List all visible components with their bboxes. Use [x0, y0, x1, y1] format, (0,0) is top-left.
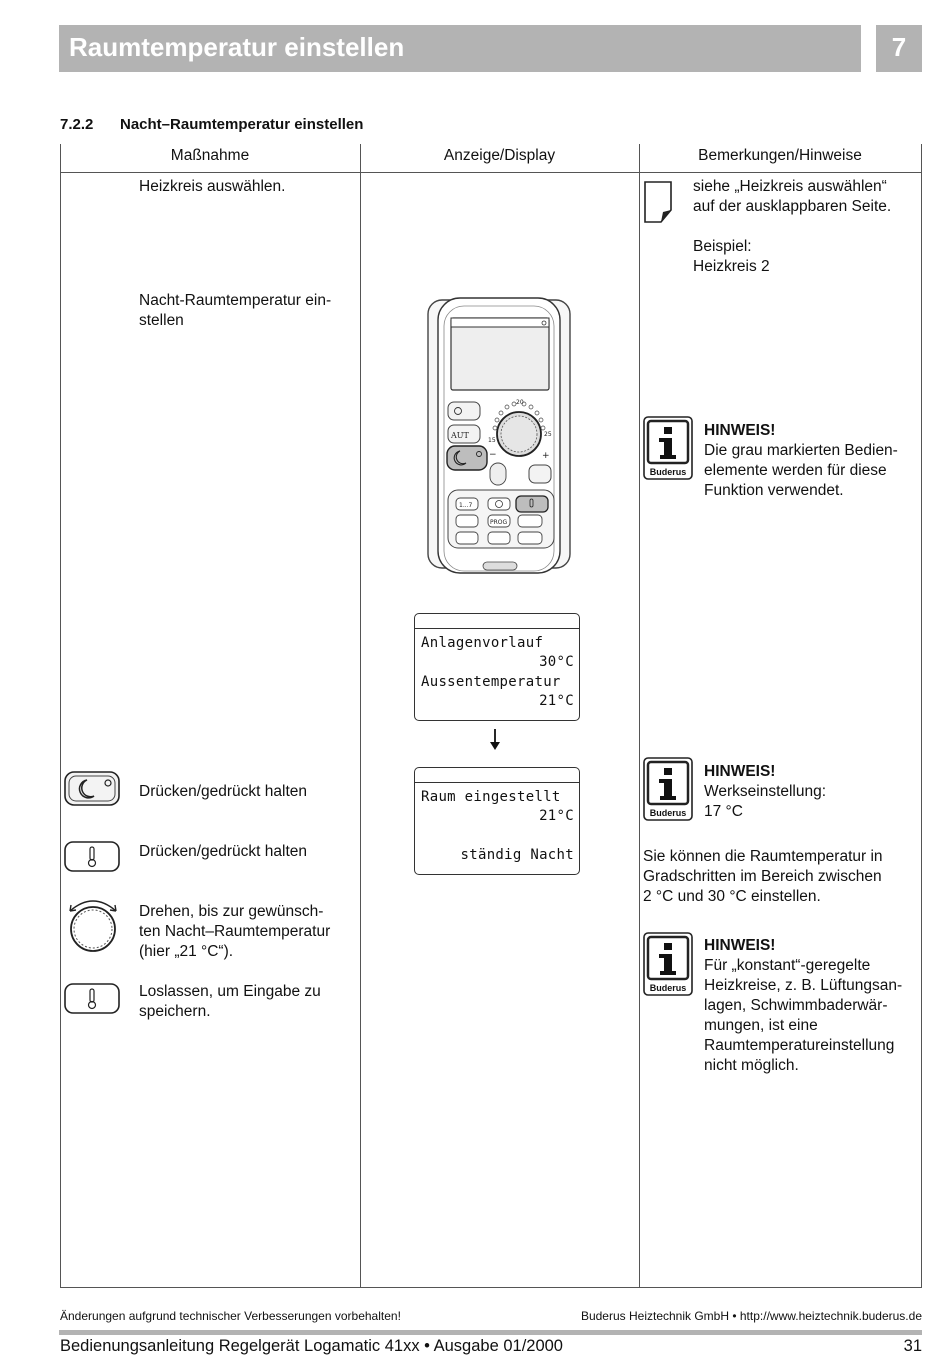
- note-gray-elements: HINWEIS! Die grau markierten Bedien- elemente werden für diese Funktion verwendet.: [704, 422, 898, 499]
- device-auto-label: AUT: [451, 431, 469, 440]
- dial-plus-label: +: [542, 451, 550, 461]
- display1-line4: 21°C: [539, 693, 574, 709]
- footer-manual-title: Bedienungsanleitung Regelgerät Logamatic 41xx • Ausgabe 01/2000: [60, 1337, 563, 1355]
- display1-line1: Anlagenvorlauf: [421, 635, 544, 651]
- controller-device-illustration: [418, 296, 580, 578]
- page-title: Raumtemperatur einstellen: [69, 32, 405, 62]
- down-arrow-icon: [487, 728, 503, 752]
- remark-temperature-range: Sie können die Raumtemperatur in Gradschritten im Bereich zwischen 2 °C und 30 °C einstellen.: [643, 848, 883, 905]
- info-icon: [643, 932, 693, 996]
- info-icon: [643, 757, 693, 821]
- column-header-action: Maßnahme: [170, 147, 250, 164]
- thermometer-button-release-icon: [63, 982, 123, 1016]
- display-screen-2: [414, 767, 580, 875]
- column-header-display: Anzeige/Display: [443, 147, 556, 164]
- column-header-remarks: Bemerkungen/Hinweise: [698, 147, 862, 164]
- info-icon: [643, 416, 693, 480]
- action-release-save: Loslassen, um Eingabe zu speichern.: [139, 983, 321, 1020]
- dial-minus-label: −: [489, 450, 497, 460]
- footer-company: Buderus Heiztechnik GmbH • http://www.heiztechnik.buderus.de: [580, 1309, 922, 1323]
- action-select-circuit: Heizkreis auswählen.: [139, 178, 286, 195]
- page-number: 31: [903, 1337, 922, 1355]
- thermometer-button-icon: [63, 840, 123, 874]
- moon-button-icon: [63, 770, 123, 808]
- rotary-knob-icon: [62, 893, 124, 955]
- remark-example: Beispiel: Heizkreis 2: [693, 238, 770, 275]
- brand-label: Buderus: [649, 983, 687, 993]
- display1-line3: Aussentemperatur: [421, 674, 561, 690]
- action-set-night-temp: Nacht-Raumtemperatur ein- stellen: [139, 292, 332, 329]
- fold-out-page-icon: [643, 180, 673, 224]
- note-constant-circuits: HINWEIS! Für „konstant“-geregelte Heizkreise, z. B. Lüftungsan- lagen, Schwimmbaderwär- mungen, ist eine Raumtemperatureinstellung nicht möglich.: [704, 937, 903, 1074]
- remark-see-circuit: siehe „Heizkreis auswählen“ auf der ausklappbaren Seite.: [693, 178, 892, 215]
- footer-bar: [59, 1330, 922, 1335]
- prog-button-label: PROG: [490, 519, 508, 526]
- chapter-number: 7: [876, 25, 922, 72]
- display2-line1: Raum eingestellt: [421, 789, 561, 805]
- display-screen-1: [414, 613, 580, 721]
- dial-min-label: 15: [488, 437, 496, 444]
- brand-label: Buderus: [649, 808, 687, 818]
- note-factory-setting: HINWEIS! Werkseinstellung: 17 °C: [704, 763, 827, 820]
- days-button-label: 1...7: [459, 502, 473, 509]
- display1-line2: 30°C: [539, 654, 574, 670]
- footer-disclaimer: Änderungen aufgrund technischer Verbesserungen vorbehalten!: [60, 1309, 401, 1323]
- section-title: Nacht–Raumtemperatur einstellen: [120, 116, 364, 133]
- display2-line2: 21°C: [539, 808, 574, 824]
- action-press-moon: Drücken/gedrückt halten: [139, 783, 308, 800]
- dial-max-label: 25: [544, 431, 552, 438]
- action-rotate-knob: Drehen, bis zur gewünsch- ten Nacht–Raumtemperatur (hier „21 °C“).: [139, 903, 331, 960]
- section-number: 7.2.2: [60, 116, 94, 133]
- brand-label: Buderus: [649, 467, 687, 477]
- display2-line3: ständig Nacht: [460, 847, 574, 863]
- action-press-thermometer: Drücken/gedrückt halten: [139, 843, 308, 860]
- dial-top-label: 20: [516, 399, 524, 406]
